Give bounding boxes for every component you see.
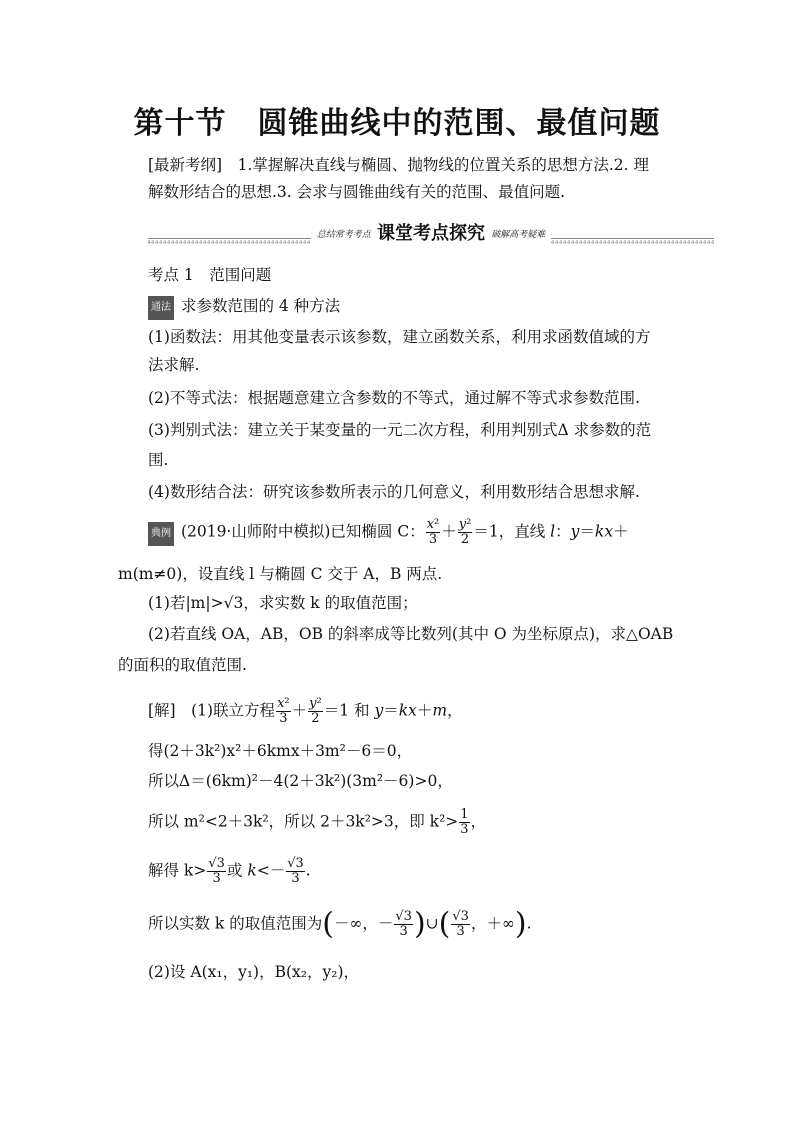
solution-line-5: 解得 k> $\frac{√3}{3}$ 或 k<－ $\frac{√3}{3}$ . bbox=[148, 856, 311, 886]
method-line-6: (4)数形结合法：研究该参数所表示的几何意义，利用数形结合思想求解. bbox=[148, 483, 640, 501]
solution-line-1: [解] (1)联立方程 $\frac{\text{x²}}{3}$ ＋ $\frac{\text{y²}}{2}$ ＝1 和 y＝kx＋m， bbox=[148, 696, 463, 726]
solution-line-6: 所以实数 k 的取值范围为(－∞，－ $\frac{√3}{3}$ )∪( $\frac{√3}{3}$ ，＋∞). bbox=[148, 906, 532, 942]
method-line-4: (3)判别式法：建立关于某变量的一元二次方程，利用判别式Δ 求参数的范 bbox=[148, 421, 652, 439]
solution-s5: 所以实数 k 的取值范围为 bbox=[148, 914, 323, 933]
solution-s4: 解得 k> bbox=[148, 861, 207, 880]
solution-line-3: 所以Δ＝(6km)²－4(2＋3k²)(3m²－6)>0， bbox=[148, 772, 453, 790]
band-center-text: 课堂考点探究 bbox=[377, 223, 485, 244]
outline-line-2: 解数形结合的思想.3. 会求与圆锥曲线有关的范围、最值问题. bbox=[148, 183, 566, 201]
method-line-3: (2)不等式法：根据题意建立含参数的不等式，通过解不等式求参数范围. bbox=[148, 389, 640, 407]
method-heading bbox=[148, 294, 340, 320]
topic-heading: 考点 1 范围问题 bbox=[148, 266, 272, 284]
solution-line-4: 所以 m²<2＋3k²，所以 2＋3k²>3，即 k²> $\frac{1}{3}$ ， bbox=[148, 807, 487, 837]
example-q2-b: 的面积的取值范围. bbox=[118, 656, 247, 674]
method-line-5: 围. bbox=[148, 451, 169, 469]
solution-line-2: 得(2＋3k²)x²＋6kmx＋3m²－6＝0， bbox=[148, 742, 413, 760]
solution-head: [解] (1)联立方程 bbox=[148, 701, 276, 720]
example-line-2: m(m≠0)，设直线 l 与椭圆 C 交于 A，B 两点. bbox=[118, 565, 443, 583]
example-q1: (1)若|m|>√3，求实数 k 的取值范围； bbox=[148, 594, 418, 612]
page-title: 第十节 圆锥曲线中的范围、最值问题 bbox=[133, 106, 661, 141]
solution-s3: 所以 m²<2＋3k²，所以 2＋3k²>3，即 k²> bbox=[148, 812, 459, 831]
example-q2-a: (2)若直线 OA，AB，OB 的斜率成等比数列(其中 O 为坐标原点)，求△OAB bbox=[148, 625, 674, 643]
method-line-1: (1)函数法：用其他变量表示该参数，建立函数关系，利用求函数值域的方 bbox=[148, 328, 651, 346]
example-line-1: 典例 (2019·山师附中模拟)已知椭圆 C： $\frac{\text{x²}}{3}$ ＋ $\frac{\text{y²}}{2}$ ＝1，直线 l：y＝kx＋ bbox=[148, 518, 629, 547]
method-tag: 通法 bbox=[148, 296, 174, 320]
method-text: 求参数范围的 4 种方法 bbox=[180, 297, 341, 315]
solution-line-7: (2)设 A(x₁，y₁)，B(x₂，y₂)， bbox=[148, 963, 360, 981]
method-line-2: 法求解. bbox=[148, 356, 200, 374]
band-right-text: 破解高考疑难 bbox=[491, 230, 546, 240]
outline-line-1: [最新考纲] 1.掌握解决直线与椭圆、抛物线的位置关系的思想方法.2. 理 bbox=[148, 156, 650, 174]
band-left-text: 总结常考考点 bbox=[316, 230, 371, 240]
example-intro: (2019·山师附中模拟)已知椭圆 C： bbox=[180, 522, 425, 541]
section-band bbox=[148, 219, 714, 245]
example-tag: 典例 bbox=[148, 522, 174, 546]
